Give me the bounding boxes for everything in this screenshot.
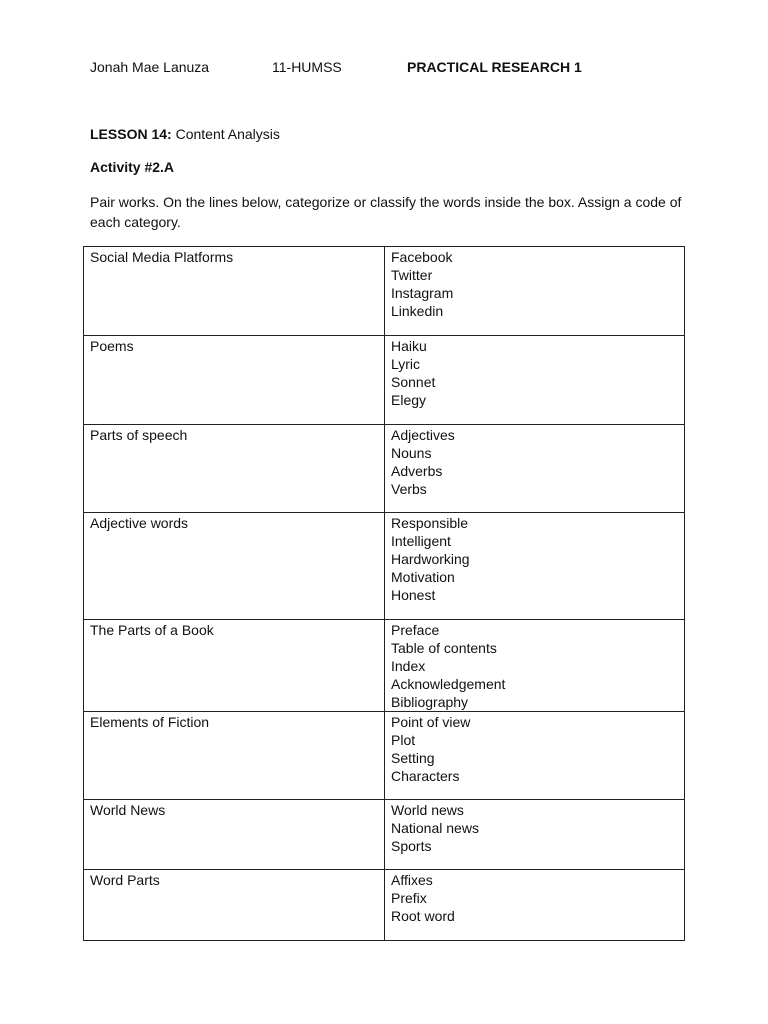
category-item: Characters: [391, 768, 460, 784]
category-items: [385, 620, 685, 712]
category-item: Index: [391, 658, 426, 674]
category-name: Adjective words: [84, 513, 385, 620]
category-item: Elegy: [391, 392, 427, 408]
activity-instructions: Pair works. On the lines below, categorize or classify the words inside the box. Assign a code of each category.: [90, 194, 682, 230]
category-name: Poems: [84, 336, 385, 425]
category-items: [385, 336, 685, 425]
category-item: Acknowledgement: [391, 676, 506, 692]
document-header: [0, 59, 768, 77]
category-item: Honest: [391, 587, 436, 603]
lesson-heading: [90, 126, 280, 142]
category-item: Root word: [391, 908, 455, 924]
student-name: Jonah Mae Lanuza: [90, 59, 210, 75]
category-name: Word Parts: [84, 870, 385, 941]
table-row: [84, 620, 685, 712]
categorization-table: [83, 246, 685, 941]
lesson-label: LESSON 14:: [90, 126, 172, 142]
category-item: Facebook: [391, 249, 453, 265]
category-items: [385, 513, 685, 620]
category-items: [385, 870, 685, 941]
activity-heading: Activity #2.A: [90, 159, 175, 175]
category-items: [385, 247, 685, 336]
category-item: Point of view: [391, 714, 471, 730]
category-name: The Parts of a Book: [84, 620, 385, 712]
student-section: 11-HUMSS: [272, 59, 342, 75]
subject-title: PRACTICAL RESEARCH 1: [407, 59, 582, 75]
lesson-title: Content Analysis: [171, 126, 280, 142]
table-row: [84, 800, 685, 870]
category-item: World news: [391, 802, 464, 818]
table-row: [84, 712, 685, 800]
category-item: Motivation: [391, 569, 455, 585]
category-item: National news: [391, 820, 479, 836]
category-name: Social Media Platforms: [84, 247, 385, 336]
category-item: Haiku: [391, 338, 427, 354]
category-item: Sports: [391, 838, 432, 854]
category-name: Elements of Fiction: [84, 712, 385, 800]
table-row: [84, 425, 685, 513]
category-item: Adverbs: [391, 463, 443, 479]
category-item: Verbs: [391, 481, 427, 497]
table-row: [84, 870, 685, 941]
category-item: Prefix: [391, 890, 427, 906]
category-item: Lyric: [391, 356, 421, 372]
category-item: Plot: [391, 732, 416, 748]
category-item: Responsible: [391, 515, 469, 531]
category-item: Sonnet: [391, 374, 436, 390]
category-item: Instagram: [391, 285, 454, 301]
table-row: [84, 247, 685, 336]
category-item: Table of contents: [391, 640, 497, 656]
category-items: [385, 425, 685, 513]
category-item: Linkedin: [391, 303, 444, 319]
category-item: Preface: [391, 622, 440, 638]
table-row: [84, 336, 685, 425]
table-row: [84, 513, 685, 620]
category-item: Bibliography: [391, 694, 469, 710]
category-items: [385, 800, 685, 870]
category-item: Setting: [391, 750, 435, 766]
category-item: Twitter: [391, 267, 433, 283]
category-name: World News: [84, 800, 385, 870]
category-items: [385, 712, 685, 800]
category-item: Hardworking: [391, 551, 470, 567]
category-item: Affixes: [391, 872, 433, 888]
category-item: Intelligent: [391, 533, 451, 549]
category-item: Nouns: [391, 445, 432, 461]
category-name: Parts of speech: [84, 425, 385, 513]
category-item: Adjectives: [391, 427, 455, 443]
